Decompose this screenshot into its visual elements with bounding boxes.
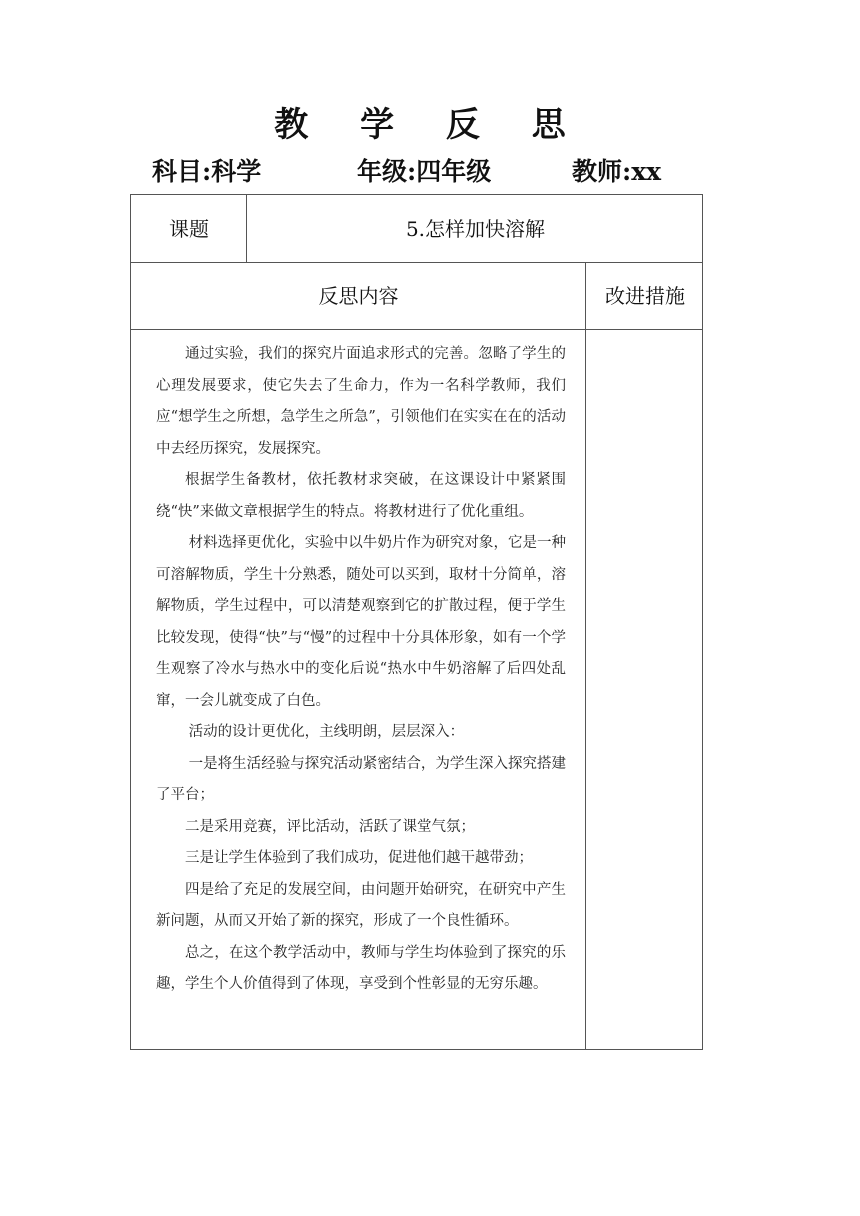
topic-value: 5.怎样加快溶解 xyxy=(405,217,546,241)
row-divider xyxy=(131,262,702,263)
reflection-paragraph: 四是给了充足的发展空间，由问题开始研究，在研究中产生新问题，从而又开始了新的探究，形成了一个良性循环。 xyxy=(156,881,566,929)
reflection-paragraph: 材料选择更优化，实验中以牛奶片作为研究对象，它是一种可溶解物质，学生十分熟悉，随处可以买到，取材十分简单，溶解物质，学生过程中，可以清楚观察到它的扩散过程，便于学生比较发现，使得“快”与“慢”的过程中十分具体形象，如有一个学生观察了冷水与热水中的变化后说“热水中牛奶溶解了后四处乱窜，一会儿就变成了白色。 xyxy=(156,535,566,709)
page-title: 教 学 反 思 xyxy=(274,105,586,145)
subject-label: 科目:科学 xyxy=(152,157,262,186)
topic-label: 课题 xyxy=(169,217,209,241)
reflection-paragraph: 总之，在这个教学活动中，教师与学生均体验到了探究的乐趣，学生个人价值得到了体现，享受到个性彰显的无穷乐趣。 xyxy=(156,944,566,992)
reflection-content-header: 反思内容 xyxy=(318,284,399,308)
reflection-paragraph: 二是采用竞赛，评比活动，活跃了课堂气氛； xyxy=(185,818,475,835)
improvement-measures-header: 改进措施 xyxy=(605,284,685,308)
grade-label: 年级:四年级 xyxy=(357,157,492,186)
reflection-paragraph: 三是让学生体验到了我们成功，促进他们越干越带劲； xyxy=(185,850,533,866)
reflection-paragraph: 根据学生备教材，依托教材求突破，在这课设计中紧紧围绕“快”来做文章根据学生的特点。将教材进行了优化重组。 xyxy=(156,472,566,520)
reflection-paragraph: 活动的设计更优化，主线明朗，层层深入： xyxy=(188,724,465,740)
improvement-measures-cell xyxy=(586,330,703,1049)
reflection-content-body xyxy=(156,339,566,1001)
reflection-paragraph: 一是将生活经验与探究活动紧密结合，为学生深入探究搭建了平台； xyxy=(156,755,566,803)
reflection-paragraph: 通过实验，我们的探究片面追求形式的完善。忽略了学生的心理发展要求，使它失去了生命力，作为一名科学教师，我们应“想学生之所想，急学生之所急”，引领他们在实实在在的活动中去经历探究，发展探究。 xyxy=(156,346,566,457)
teacher-label: 教师:xx xyxy=(572,157,662,186)
reflection-table xyxy=(130,194,703,1050)
